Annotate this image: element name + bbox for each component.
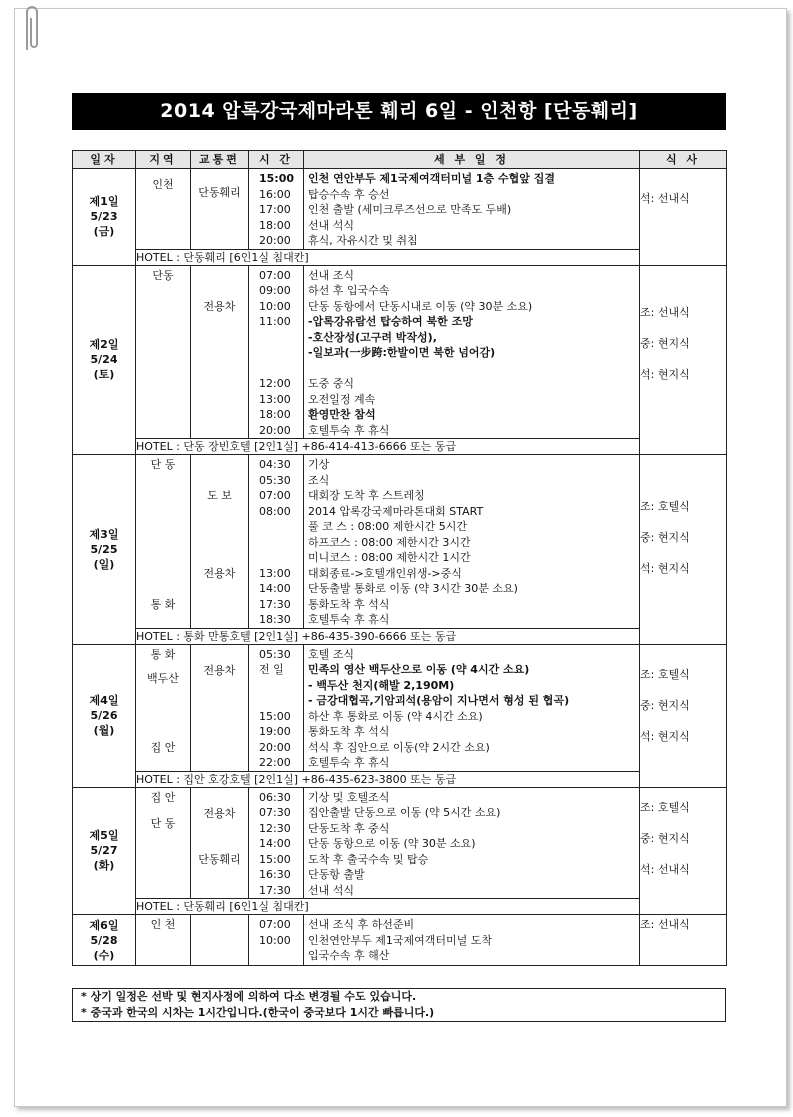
- day-cell: 제1일 5/23 (금): [73, 169, 136, 266]
- detail-entry: 하선 후 입국수속: [308, 284, 390, 297]
- region-label: 집 안: [150, 740, 176, 754]
- region-label: 통 화: [150, 647, 176, 661]
- detail-entry: 단동도착 후 중식: [308, 821, 390, 835]
- transport-label: 단동훼리: [198, 186, 241, 199]
- hotel-row: [73, 249, 727, 265]
- hotel-info: HOTEL : 통화 만통호텔 [2인1실] +86-435-390-6666 또는 동급: [136, 628, 640, 644]
- time-entry: 07:00: [259, 268, 291, 282]
- meal-entry: 조: 호텔식: [640, 667, 690, 681]
- detail-entry: -호산장성(고구려 박작성),: [308, 330, 437, 344]
- hotel-row: [73, 439, 727, 455]
- time-entry: 20:00: [259, 740, 291, 754]
- meal-entry: 중: 현지식: [640, 531, 690, 544]
- detail-entry: 집안출발 단동으로 이동 (약 5시간 소요): [308, 806, 501, 819]
- transport-label: 전용차: [203, 566, 236, 580]
- note-line: * 상기 일정은 선박 및 현지사정에 의하여 다소 변경될 수도 있습니다.: [81, 990, 417, 1003]
- day-cell: 제5일 5/27 (화): [73, 787, 136, 915]
- detail-entry: 단동항 출발: [308, 868, 365, 881]
- region-label: 단동: [152, 268, 174, 282]
- region-label: 인천: [152, 178, 174, 191]
- transport-label: 도 보: [207, 489, 232, 502]
- hotel-info: HOTEL : 단동훼리 [6인1실 침대칸]: [136, 899, 640, 915]
- paperclip-icon: [20, 4, 42, 56]
- detail-entry: -일보과(一步跨:한발이면 북한 넘어감): [308, 346, 496, 359]
- detail-entry: 호텔투숙 후 휴식: [308, 423, 390, 437]
- detail-entry: 선내 석식: [308, 883, 355, 897]
- hotel-row: [73, 628, 727, 644]
- detail-entry: -압록강유람선 탑승하여 북한 조망: [308, 315, 473, 328]
- detail-entry: - 금강대협곡,기암괴석(용암이 지나면서 형성 된 협곡): [308, 694, 570, 707]
- hotel-info: HOTEL : 집안 호강호텔 [2인1실] +86-435-623-3800 또는 동급: [136, 771, 640, 787]
- time-entry: [259, 550, 303, 566]
- day-cell: 제6일 5/28 (수): [73, 915, 136, 966]
- region-label: 백두산: [147, 672, 179, 685]
- time-entry: [259, 693, 303, 709]
- region-label: 집 안: [150, 790, 176, 804]
- day-cell: 제2일 5/24 (토): [73, 265, 136, 455]
- time-entry: 11:00: [259, 315, 291, 328]
- detail-entry: 조식: [308, 473, 330, 487]
- detail-entry: 선내 조식 후 하선준비: [308, 918, 415, 931]
- detail-entry: 선내 조식: [308, 268, 355, 282]
- detail-entry: 통화도착 후 석식: [308, 725, 390, 738]
- header-time: 시 간: [249, 151, 304, 169]
- time-entry: 15:00: [259, 172, 295, 185]
- table-header-row: [73, 151, 727, 169]
- time-entry: 18:30: [259, 613, 291, 626]
- time-entry: 10:00: [259, 299, 291, 313]
- meal-entry: 석: 현지식: [640, 367, 690, 381]
- time-entry: [259, 330, 303, 346]
- time-entry: 19:00: [259, 725, 291, 738]
- header-details: 세 부 일 정: [304, 151, 640, 169]
- time-entry: 18:00: [259, 408, 291, 421]
- detail-entry: 입국수속 후 해산: [308, 949, 390, 962]
- region-label: 인 천: [150, 918, 176, 931]
- time-entry: [259, 535, 303, 551]
- transport-label: 단동훼리: [198, 853, 241, 866]
- detail-entry: 민족의 영산 백두산으로 이동 (약 4시간 소요): [308, 663, 530, 676]
- detail-entry: 도중 중식: [308, 377, 355, 390]
- detail-entry: 하프코스 : 08:00 제한시간 3시간: [308, 535, 471, 549]
- hotel-row: [73, 899, 727, 915]
- time-entry: 14:00: [259, 837, 291, 850]
- day-row: [73, 787, 727, 899]
- detail-entry: 대회장 도착 후 스트레칭: [308, 489, 425, 502]
- time-entry: 09:00: [259, 284, 291, 297]
- hotel-info: HOTEL : 단동훼리 [6인1실 침대칸]: [136, 249, 640, 265]
- meal-entry: 조: 호텔식: [640, 800, 690, 814]
- time-entry: 16:00: [259, 187, 291, 201]
- time-entry: 12:30: [259, 821, 291, 835]
- detail-entry: 석식 후 집안으로 이동(약 2시간 소요): [308, 740, 490, 754]
- detail-entry: 인천 출발 (세미크루즈선으로 만족도 두배): [308, 203, 512, 216]
- time-entry: [259, 345, 303, 361]
- day-row: [73, 915, 727, 966]
- page-title: 2014 압록강국제마라톤 훼리 6일 - 인천항 [단동훼리]: [72, 93, 726, 130]
- detail-entry: 하산 후 통화로 이동 (약 4시간 소요): [308, 709, 483, 723]
- meal-entry: 조: 선내식: [640, 918, 690, 931]
- time-entry: 17:00: [259, 203, 291, 216]
- detail-entry: 호텔투숙 후 휴식: [308, 613, 390, 626]
- time-entry: 20:00: [259, 423, 291, 437]
- detail-entry: 단동출발 통화로 이동 (약 3시간 30분 소요): [308, 582, 518, 595]
- detail-entry: 인천 연안부두 제1국제여객터미널 1층 수협앞 집결: [308, 172, 555, 185]
- time-entry: 15:00: [259, 852, 291, 866]
- meal-entry: 중: 현지식: [640, 336, 690, 350]
- day-cell: 제3일 5/25 (일): [73, 455, 136, 645]
- detail-entry: 인천연안부두 제1국제여객터미널 도착: [308, 933, 493, 947]
- transport-cell: [191, 915, 249, 966]
- time-entry: 18:00: [259, 218, 291, 232]
- detail-entry: 단동 동항에서 단동시내로 이동 (약 30분 소요): [308, 299, 533, 313]
- transport-label: 전용차: [203, 663, 236, 677]
- day-row: [73, 644, 727, 771]
- region-label: 단 동: [150, 817, 176, 830]
- time-entry: 04:30: [259, 458, 291, 471]
- meal-entry: 석: 현지식: [640, 562, 690, 575]
- header-date: 일자: [73, 151, 136, 169]
- day-row: [73, 455, 727, 629]
- time-entry: 16:30: [259, 868, 291, 881]
- time-entry: 05:30: [259, 647, 291, 661]
- meal-entry: 석: 선내식: [640, 862, 690, 876]
- time-entry: 13:00: [259, 566, 291, 580]
- meal-entry: 석: 현지식: [640, 729, 690, 743]
- time-entry: [259, 361, 303, 377]
- transport-label: 전용차: [203, 299, 236, 313]
- time-entry: 13:00: [259, 392, 291, 406]
- time-entry: 15:00: [259, 709, 291, 723]
- detail-entry: 대회종료->호텔개인위생->중식: [308, 566, 462, 580]
- detail-entry: 오전일정 계속: [308, 392, 376, 406]
- meal-entry: 석: 선내식: [640, 192, 690, 205]
- detail-entry: 단동 동항으로 이동 (약 30분 소요): [308, 837, 476, 850]
- time-entry: [259, 678, 303, 694]
- notes-box: [72, 988, 726, 1022]
- note-line: * 중국과 한국의 시차는 1시간입니다.(한국이 중국보다 1시간 빠릅니다.): [81, 1006, 435, 1019]
- detail-entry: 미니코스 : 08:00 제한시간 1시간: [308, 551, 471, 564]
- itinerary-table: [72, 150, 727, 966]
- time-entry: 07:00: [259, 918, 291, 931]
- time-entry: 20:00: [259, 234, 291, 247]
- detail-entry: 기상: [308, 458, 330, 471]
- detail-entry: 탑승수속 후 승선: [308, 187, 390, 201]
- detail-entry: [308, 361, 639, 377]
- day-cell: 제4일 5/26 (월): [73, 644, 136, 787]
- time-entry: 10:00: [259, 933, 291, 947]
- header-meals: 식 사: [640, 151, 727, 169]
- header-region: 지역: [136, 151, 191, 169]
- meal-entry: 조: 선내식: [640, 305, 690, 319]
- time-entry: 17:30: [259, 597, 291, 611]
- time-entry: 06:30: [259, 790, 291, 804]
- time-entry: 12:00: [259, 377, 291, 390]
- meal-entry: 중: 현지식: [640, 831, 690, 845]
- detail-entry: 도착 후 출국수속 및 탑승: [308, 852, 429, 866]
- detail-entry: 선내 석식: [308, 218, 355, 232]
- detail-entry: 2014 압록강국제마라톤대회 START: [308, 504, 484, 518]
- time-entry: 07:30: [259, 806, 291, 819]
- detail-entry: - 백두산 천지(해발 2,190M): [308, 678, 455, 692]
- header-transport: 교통편: [191, 151, 249, 169]
- detail-entry: 통화도착 후 석식: [308, 597, 390, 611]
- time-entry: 전 일: [259, 663, 284, 676]
- detail-entry: 풀 코 스 : 08:00 제한시간 5시간: [308, 520, 468, 533]
- transport-label: 전용차: [203, 806, 236, 820]
- detail-entry: 호텔 조식: [308, 647, 355, 661]
- region-label: 단 동: [150, 458, 176, 471]
- day-row: [73, 265, 727, 439]
- day-row: [73, 169, 727, 250]
- meal-entry: 조: 호텔식: [640, 500, 690, 513]
- detail-entry: 기상 및 호텔조식: [308, 790, 390, 804]
- time-entry: 07:00: [259, 489, 291, 502]
- time-entry: 05:30: [259, 473, 291, 487]
- time-entry: 08:00: [259, 504, 291, 518]
- region-label: 통 화: [150, 597, 176, 611]
- detail-entry: 호텔투숙 후 휴식: [308, 756, 390, 769]
- meal-entry: 중: 현지식: [640, 698, 690, 712]
- hotel-row: [73, 771, 727, 787]
- time-entry: 14:00: [259, 582, 291, 595]
- hotel-info: HOTEL : 단동 장빈호텔 [2인1실] +86-414-413-6666 또는 동급: [136, 439, 640, 455]
- time-entry: 17:30: [259, 883, 291, 897]
- time-entry: 22:00: [259, 756, 291, 769]
- detail-entry: 휴식, 자유시간 및 취침: [308, 234, 418, 247]
- detail-entry: 환영만찬 참석: [308, 408, 376, 421]
- time-entry: [259, 519, 303, 535]
